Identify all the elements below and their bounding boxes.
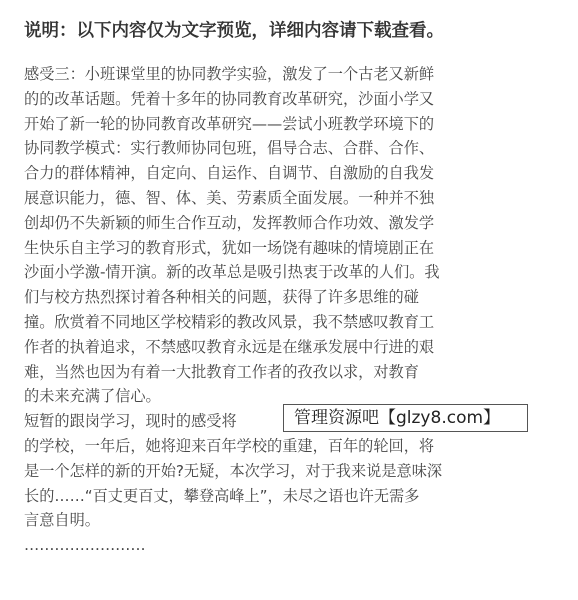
body-line: 创却仍不失新颖的师生合作互动，发挥教师合作功效、激发学	[24, 213, 435, 232]
body-line: 的未来充满了信心。	[24, 387, 161, 406]
watermark-label: 管理资源吧【glzy8.com】	[283, 404, 528, 432]
body-line: 撞。欣赏着不同地区学校精彩的教改风景，我不禁感叹教育工	[24, 312, 435, 331]
body-line: 们与校方热烈探讨着各种相关的问题，获得了许多思维的碰	[24, 288, 419, 307]
body-line: 长的……“百丈更百丈，攀登高峰上”，未尽之语也许无需多	[24, 486, 420, 505]
ellipsis-line: ……………………	[24, 536, 146, 555]
body-line: 感受三：小班课堂里的协同教学实验，激发了一个古老又新鲜	[24, 65, 435, 83]
body-line: 难，当然也因为有着一大批教育工作者的孜孜以求，对教育	[24, 362, 419, 381]
preview-notice: 说明：以下内容仅为文字预览，详细内容请下载查看。	[24, 21, 444, 41]
body-line: 生快乐自主学习的教育形式，犹如一场饶有趣味的情境剧正在	[24, 238, 435, 257]
body-line: 沙面小学激-情开演。新的改革总是吸引热衷于改革的人们。我	[24, 263, 440, 282]
body-line: 言意自明。	[24, 511, 100, 530]
body-line: 展意识能力，德、智、体、美、劳素质全面发展。一种并不独	[24, 188, 435, 207]
body-line: 短暂的跟岗学习，现时的感受将	[24, 412, 237, 431]
document-body	[24, 62, 554, 558]
body-line: 是一个怎样的新的开始?无疑，本次学习，对于我来说是意味深	[24, 461, 443, 480]
body-line: 协同教学模式：实行教师协同包班，倡导合志、合群、合作、	[24, 139, 435, 158]
body-line: 的学校，一年后，她将迎来百年学校的重建，百年的轮回，将	[24, 436, 435, 455]
body-line: 作者的执着追求，不禁感叹教育永远是在继承发展中行进的艰	[24, 337, 435, 356]
body-line: 开始了新一轮的协同教育改革研究——尝试小班教学环境下的	[24, 114, 435, 133]
body-line: 合力的群体精神，自定向、自运作、自调节、自激励的自我发	[24, 164, 435, 183]
body-line: 的的改革话题。凭着十多年的协同教育改革研究，沙面小学又	[24, 89, 435, 108]
